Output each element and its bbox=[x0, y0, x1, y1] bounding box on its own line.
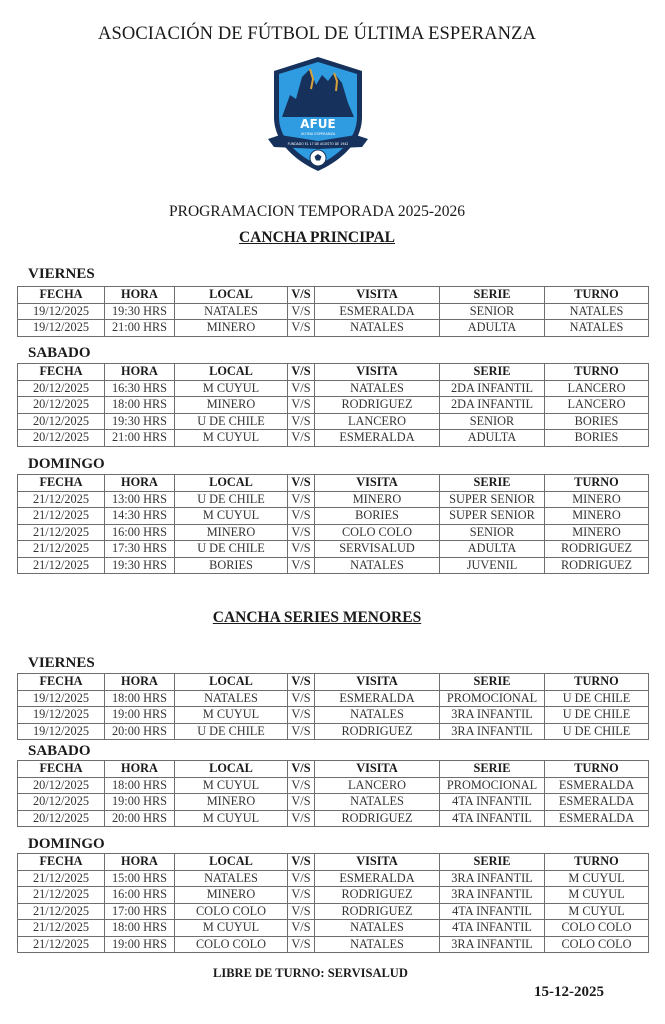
table-cell: U DE CHILE bbox=[175, 723, 288, 740]
table-cell: 16:30 HRS bbox=[105, 380, 175, 397]
table-cell: M CUYUL bbox=[175, 920, 288, 937]
table-cell: NATALES bbox=[315, 707, 440, 724]
table-cell: MINERO bbox=[545, 524, 649, 541]
table-cell: M CUYUL bbox=[545, 903, 649, 920]
day-label: DOMINGO bbox=[28, 456, 105, 472]
table-cell: 15:00 HRS bbox=[105, 870, 175, 887]
court-title: CANCHA PRINCIPAL bbox=[238, 229, 395, 246]
table-cell: 20/12/2025 bbox=[18, 794, 105, 811]
column-header: SERIE bbox=[440, 761, 545, 778]
free-turn-note: LIBRE DE TURNO: SERVISALUD bbox=[213, 966, 408, 980]
table-cell: 20/12/2025 bbox=[18, 380, 105, 397]
schedule-table bbox=[17, 853, 649, 953]
table-cell: 18:00 HRS bbox=[105, 690, 175, 707]
table-cell: 21/12/2025 bbox=[18, 508, 105, 525]
table-cell: U DE CHILE bbox=[545, 690, 649, 707]
table-row bbox=[18, 887, 649, 904]
table-row bbox=[18, 380, 649, 397]
table-cell: U DE CHILE bbox=[545, 723, 649, 740]
table-cell: V/S bbox=[288, 557, 315, 574]
table-cell: RODRIGUEZ bbox=[545, 557, 649, 574]
column-header: TURNO bbox=[545, 475, 649, 492]
table-header-row bbox=[18, 364, 649, 381]
table-row bbox=[18, 413, 649, 430]
table-cell: V/S bbox=[288, 723, 315, 740]
table-cell: 20/12/2025 bbox=[18, 397, 105, 414]
column-header: VISITA bbox=[315, 761, 440, 778]
table-cell: V/S bbox=[288, 303, 315, 320]
column-header: LOCAL bbox=[175, 475, 288, 492]
table-cell: BORIES bbox=[545, 413, 649, 430]
table-cell: NATALES bbox=[315, 320, 440, 337]
table-cell: ESMERALDA bbox=[315, 870, 440, 887]
table-row bbox=[18, 870, 649, 887]
table-row bbox=[18, 524, 649, 541]
table-cell: 21:00 HRS bbox=[105, 320, 175, 337]
table-cell: 4TA INFANTIL bbox=[440, 903, 545, 920]
table-cell: MINERO bbox=[175, 794, 288, 811]
table-cell: 19:00 HRS bbox=[105, 794, 175, 811]
table-cell: NATALES bbox=[315, 557, 440, 574]
logo-text: AFUE bbox=[300, 117, 336, 131]
table-cell: 20/12/2025 bbox=[18, 413, 105, 430]
table-header-row bbox=[18, 287, 649, 304]
table-cell: ESMERALDA bbox=[545, 777, 649, 794]
column-header: TURNO bbox=[545, 854, 649, 871]
table-cell: V/S bbox=[288, 887, 315, 904]
table-cell: RODRIGUEZ bbox=[315, 810, 440, 827]
column-header: HORA bbox=[105, 287, 175, 304]
table-cell: MINERO bbox=[545, 508, 649, 525]
table-cell: LANCERO bbox=[545, 397, 649, 414]
table-cell: NATALES bbox=[315, 380, 440, 397]
table-cell: 21/12/2025 bbox=[18, 920, 105, 937]
table-row bbox=[18, 690, 649, 707]
table-cell: V/S bbox=[288, 397, 315, 414]
column-header: V/S bbox=[288, 854, 315, 871]
table-cell: MINERO bbox=[315, 491, 440, 508]
table-cell: 19/12/2025 bbox=[18, 320, 105, 337]
document-date: 15-12-2025 bbox=[534, 984, 604, 1000]
column-header: HORA bbox=[105, 854, 175, 871]
table-row bbox=[18, 320, 649, 337]
table-cell: V/S bbox=[288, 920, 315, 937]
table-cell: 19/12/2025 bbox=[18, 723, 105, 740]
schedule-table bbox=[17, 474, 649, 574]
table-cell: V/S bbox=[288, 870, 315, 887]
table-cell: 21:00 HRS bbox=[105, 430, 175, 447]
column-header: TURNO bbox=[545, 674, 649, 691]
table-cell: 14:30 HRS bbox=[105, 508, 175, 525]
table-cell: 19:00 HRS bbox=[105, 707, 175, 724]
column-header: HORA bbox=[105, 761, 175, 778]
table-cell: SENIOR bbox=[440, 413, 545, 430]
column-header: SERIE bbox=[440, 475, 545, 492]
table-cell: 21/12/2025 bbox=[18, 936, 105, 953]
table-cell: V/S bbox=[288, 810, 315, 827]
schedule-table bbox=[17, 760, 649, 827]
logo-subtext: ULTIMA ESPERANZA bbox=[300, 132, 336, 136]
schedule-table bbox=[17, 673, 649, 740]
table-cell: 17:30 HRS bbox=[105, 541, 175, 558]
table-cell: V/S bbox=[288, 380, 315, 397]
table-cell: U DE CHILE bbox=[545, 707, 649, 724]
table-cell: JUVENIL bbox=[440, 557, 545, 574]
table-cell: M CUYUL bbox=[175, 777, 288, 794]
table-cell: V/S bbox=[288, 491, 315, 508]
day-label: DOMINGO bbox=[28, 836, 105, 852]
table-cell: 19:30 HRS bbox=[105, 557, 175, 574]
column-header: VISITA bbox=[315, 287, 440, 304]
table-cell: 21/12/2025 bbox=[18, 524, 105, 541]
table-cell: 3RA INFANTIL bbox=[440, 870, 545, 887]
table-cell: 4TA INFANTIL bbox=[440, 810, 545, 827]
table-cell: COLO COLO bbox=[175, 903, 288, 920]
table-cell: ESMERALDA bbox=[315, 430, 440, 447]
column-header: TURNO bbox=[545, 761, 649, 778]
table-row bbox=[18, 557, 649, 574]
table-cell: BORIES bbox=[175, 557, 288, 574]
column-header: SERIE bbox=[440, 674, 545, 691]
table-cell: 3RA INFANTIL bbox=[440, 887, 545, 904]
table-header-row bbox=[18, 475, 649, 492]
table-cell: RODRIGUEZ bbox=[315, 903, 440, 920]
table-row bbox=[18, 707, 649, 724]
table-cell: V/S bbox=[288, 707, 315, 724]
table-cell: 16:00 HRS bbox=[105, 887, 175, 904]
table-cell: 13:00 HRS bbox=[105, 491, 175, 508]
table-cell: 20:00 HRS bbox=[105, 810, 175, 827]
table-cell: V/S bbox=[288, 320, 315, 337]
column-header: FECHA bbox=[18, 287, 105, 304]
table-row bbox=[18, 397, 649, 414]
table-cell: 20:00 HRS bbox=[105, 723, 175, 740]
table-cell: V/S bbox=[288, 413, 315, 430]
table-cell: LANCERO bbox=[315, 777, 440, 794]
table-cell: 21/12/2025 bbox=[18, 887, 105, 904]
table-cell: U DE CHILE bbox=[175, 541, 288, 558]
table-cell: 21/12/2025 bbox=[18, 557, 105, 574]
day-label: VIERNES bbox=[28, 266, 95, 282]
table-cell: V/S bbox=[288, 903, 315, 920]
table-cell: 18:00 HRS bbox=[105, 777, 175, 794]
day-label: VIERNES bbox=[28, 655, 95, 671]
table-cell: M CUYUL bbox=[175, 430, 288, 447]
table-cell: M CUYUL bbox=[545, 870, 649, 887]
table-cell: BORIES bbox=[545, 430, 649, 447]
table-cell: 21/12/2025 bbox=[18, 870, 105, 887]
table-row bbox=[18, 303, 649, 320]
table-cell: 19:30 HRS bbox=[105, 303, 175, 320]
table-cell: ESMERALDA bbox=[315, 690, 440, 707]
column-header: HORA bbox=[105, 364, 175, 381]
table-cell: NATALES bbox=[545, 320, 649, 337]
table-cell: ESMERALDA bbox=[545, 810, 649, 827]
table-cell: MINERO bbox=[175, 397, 288, 414]
table-cell: NATALES bbox=[175, 303, 288, 320]
column-header: FECHA bbox=[18, 364, 105, 381]
table-cell: V/S bbox=[288, 508, 315, 525]
table-cell: 17:00 HRS bbox=[105, 903, 175, 920]
schedule-table bbox=[17, 363, 649, 447]
table-row bbox=[18, 920, 649, 937]
table-cell: 3RA INFANTIL bbox=[440, 936, 545, 953]
association-title: ASOCIACIÓN DE FÚTBOL DE ÚLTIMA ESPERANZA bbox=[98, 24, 536, 44]
afue-logo bbox=[266, 55, 370, 173]
court-title: CANCHA SERIES MENORES bbox=[212, 609, 422, 626]
table-cell: M CUYUL bbox=[175, 810, 288, 827]
column-header: FECHA bbox=[18, 674, 105, 691]
column-header: SERIE bbox=[440, 287, 545, 304]
column-header: VISITA bbox=[315, 674, 440, 691]
table-header-row bbox=[18, 854, 649, 871]
table-cell: M CUYUL bbox=[175, 380, 288, 397]
table-cell: SUPER SENIOR bbox=[440, 491, 545, 508]
table-cell: 4TA INFANTIL bbox=[440, 794, 545, 811]
column-header: FECHA bbox=[18, 475, 105, 492]
schedule-table bbox=[17, 286, 649, 337]
season-subtitle: PROGRAMACION TEMPORADA 2025-2026 bbox=[169, 203, 465, 220]
table-cell: MINERO bbox=[175, 524, 288, 541]
column-header: SERIE bbox=[440, 854, 545, 871]
table-cell: COLO COLO bbox=[315, 524, 440, 541]
table-cell: SERVISALUD bbox=[315, 541, 440, 558]
table-header-row bbox=[18, 674, 649, 691]
table-cell: NATALES bbox=[315, 920, 440, 937]
column-header: FECHA bbox=[18, 761, 105, 778]
column-header: VISITA bbox=[315, 854, 440, 871]
table-cell: LANCERO bbox=[315, 413, 440, 430]
table-cell: V/S bbox=[288, 541, 315, 558]
day-label: SABADO bbox=[28, 345, 91, 361]
table-row bbox=[18, 936, 649, 953]
table-row bbox=[18, 508, 649, 525]
table-row bbox=[18, 430, 649, 447]
table-cell: 19/12/2025 bbox=[18, 690, 105, 707]
table-row bbox=[18, 491, 649, 508]
table-cell: M CUYUL bbox=[175, 508, 288, 525]
table-cell: 21/12/2025 bbox=[18, 541, 105, 558]
column-header: LOCAL bbox=[175, 854, 288, 871]
column-header: LOCAL bbox=[175, 761, 288, 778]
table-cell: PROMOCIONAL bbox=[440, 777, 545, 794]
table-cell: M CUYUL bbox=[545, 887, 649, 904]
column-header: HORA bbox=[105, 674, 175, 691]
table-cell: RODRIGUEZ bbox=[315, 397, 440, 414]
table-cell: ADULTA bbox=[440, 541, 545, 558]
table-cell: U DE CHILE bbox=[175, 413, 288, 430]
logo-ribbon-text: FUNDADO EL 17 DE AGOSTO DE 1942 bbox=[287, 142, 349, 146]
column-header: HORA bbox=[105, 475, 175, 492]
day-label: SABADO bbox=[28, 743, 91, 759]
table-cell: LANCERO bbox=[545, 380, 649, 397]
table-cell: NATALES bbox=[175, 870, 288, 887]
table-cell: NATALES bbox=[315, 794, 440, 811]
column-header: VISITA bbox=[315, 364, 440, 381]
table-cell: V/S bbox=[288, 524, 315, 541]
table-cell: V/S bbox=[288, 430, 315, 447]
table-cell: MINERO bbox=[175, 320, 288, 337]
table-cell: ESMERALDA bbox=[545, 794, 649, 811]
table-cell: 18:00 HRS bbox=[105, 397, 175, 414]
column-header: V/S bbox=[288, 761, 315, 778]
table-cell: 3RA INFANTIL bbox=[440, 723, 545, 740]
table-cell: 18:00 HRS bbox=[105, 920, 175, 937]
table-cell: RODRIGUEZ bbox=[315, 723, 440, 740]
table-cell: MINERO bbox=[545, 491, 649, 508]
column-header: V/S bbox=[288, 364, 315, 381]
table-cell: SENIOR bbox=[440, 524, 545, 541]
column-header: LOCAL bbox=[175, 287, 288, 304]
column-header: SERIE bbox=[440, 364, 545, 381]
table-cell: 4TA INFANTIL bbox=[440, 920, 545, 937]
table-cell: SENIOR bbox=[440, 303, 545, 320]
table-row bbox=[18, 810, 649, 827]
table-row bbox=[18, 777, 649, 794]
column-header: LOCAL bbox=[175, 364, 288, 381]
table-cell: ADULTA bbox=[440, 320, 545, 337]
table-cell: 16:00 HRS bbox=[105, 524, 175, 541]
table-cell: M CUYUL bbox=[175, 707, 288, 724]
table-row bbox=[18, 541, 649, 558]
table-cell: 19/12/2025 bbox=[18, 707, 105, 724]
table-cell: 19:30 HRS bbox=[105, 413, 175, 430]
column-header: V/S bbox=[288, 287, 315, 304]
column-header: TURNO bbox=[545, 364, 649, 381]
table-cell: NATALES bbox=[175, 690, 288, 707]
table-header-row bbox=[18, 761, 649, 778]
table-cell: NATALES bbox=[545, 303, 649, 320]
table-cell: COLO COLO bbox=[545, 936, 649, 953]
table-cell: V/S bbox=[288, 690, 315, 707]
table-row bbox=[18, 723, 649, 740]
table-cell: ADULTA bbox=[440, 430, 545, 447]
table-cell: 2DA INFANTIL bbox=[440, 397, 545, 414]
table-cell: SUPER SENIOR bbox=[440, 508, 545, 525]
table-cell: 3RA INFANTIL bbox=[440, 707, 545, 724]
column-header: LOCAL bbox=[175, 674, 288, 691]
column-header: V/S bbox=[288, 475, 315, 492]
table-cell: V/S bbox=[288, 794, 315, 811]
table-cell: 2DA INFANTIL bbox=[440, 380, 545, 397]
table-cell: 19/12/2025 bbox=[18, 303, 105, 320]
table-cell: NATALES bbox=[315, 936, 440, 953]
table-cell: 20/12/2025 bbox=[18, 430, 105, 447]
table-cell: ESMERALDA bbox=[315, 303, 440, 320]
table-cell: V/S bbox=[288, 777, 315, 794]
table-cell: 21/12/2025 bbox=[18, 491, 105, 508]
table-cell: RODRIGUEZ bbox=[545, 541, 649, 558]
table-cell: 20/12/2025 bbox=[18, 777, 105, 794]
column-header: TURNO bbox=[545, 287, 649, 304]
table-cell: 21/12/2025 bbox=[18, 903, 105, 920]
table-cell: COLO COLO bbox=[545, 920, 649, 937]
table-cell: BORIES bbox=[315, 508, 440, 525]
table-row bbox=[18, 903, 649, 920]
table-cell: RODRIGUEZ bbox=[315, 887, 440, 904]
table-row bbox=[18, 794, 649, 811]
table-cell: COLO COLO bbox=[175, 936, 288, 953]
column-header: VISITA bbox=[315, 475, 440, 492]
table-cell: 20/12/2025 bbox=[18, 810, 105, 827]
column-header: FECHA bbox=[18, 854, 105, 871]
table-cell: MINERO bbox=[175, 887, 288, 904]
table-cell: 19:00 HRS bbox=[105, 936, 175, 953]
table-cell: V/S bbox=[288, 936, 315, 953]
table-cell: PROMOCIONAL bbox=[440, 690, 545, 707]
column-header: V/S bbox=[288, 674, 315, 691]
table-cell: U DE CHILE bbox=[175, 491, 288, 508]
